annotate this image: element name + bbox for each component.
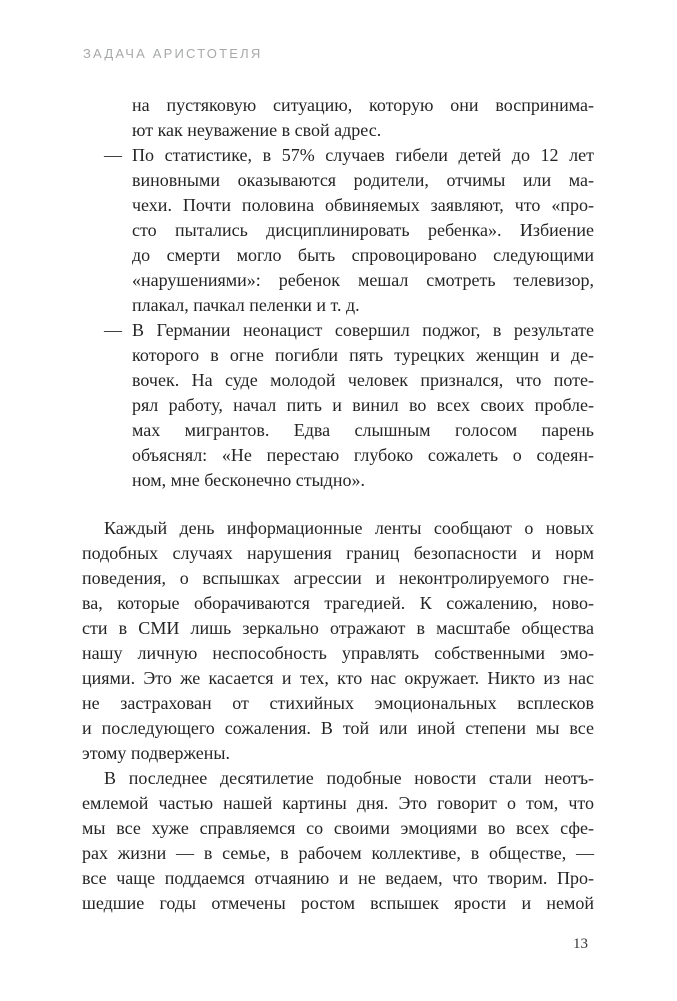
text-line: все чаще поддаемся отчаянию и не ведаем, что творим. Про- (82, 868, 594, 888)
text-line: ва, которые оборачиваются трагедией. К сожалению, ново- (82, 593, 594, 613)
page-body (82, 93, 594, 916)
page-number: 13 (573, 936, 588, 952)
text-line: рял работу, начал пить и винил во всех своих пробле- (132, 395, 594, 415)
list-item (82, 318, 594, 493)
paragraph (82, 766, 594, 916)
text-line: на пустяковую ситуацию, которую они воспринима- (132, 95, 594, 115)
text-line: шедшие годы отмечены ростом вспышек ярости и немой (82, 893, 594, 913)
text-line: ют как неуважение в свой адрес. (132, 120, 382, 140)
text-line: до смерти могло быть спровоцировано следующими (132, 245, 594, 265)
text-line: циями. Это же касается и тех, кто нас окружает. Никто из нас (82, 668, 594, 688)
text-line: которого в огне погибли пять турецких женщин и де- (132, 345, 594, 365)
text-line: емлемой частью нашей картины дня. Это говорит о том, что (82, 793, 594, 813)
text-line: В последнее десятилетие подобные новости стали неотъ- (104, 768, 594, 788)
list-dash-marker: — (104, 145, 122, 165)
text-line: мах мигрантов. Едва слышным голосом парень (132, 420, 594, 440)
running-header: ЗАДАЧА АРИСТОТЕЛЯ (83, 46, 263, 61)
list-item-continuation (82, 93, 594, 143)
text-line: объяснял: «Не перестаю глубоко сожалеть о содеян- (132, 445, 594, 465)
text-line: нашу личную неспособность управлять собственными эмо- (82, 643, 594, 663)
paragraph (82, 516, 594, 766)
text-line: вочек. На суде молодой человек признался, что поте- (132, 370, 594, 390)
text-line: ном, мне бесконечно стыдно». (132, 470, 365, 490)
text-line: подобных случаях нарушения границ безопасности и норм (82, 543, 594, 563)
text-line: плакал, пачкал пеленки и т. д. (132, 295, 360, 315)
text-line: Каждый день информационные ленты сообщают о новых (104, 518, 594, 538)
list-dash-marker: — (104, 320, 122, 340)
list-item (82, 143, 594, 318)
text-line: виновными оказываются родители, отчимы или ма- (132, 170, 594, 190)
text-line: сто пытались дисциплинировать ребенка». Избиение (132, 220, 594, 240)
text-line: «нарушениями»: ребенок мешал смотреть телевизор, (132, 270, 594, 290)
text-line: чехи. Почти половина обвиняемых заявляют, что «про- (132, 195, 594, 215)
text-line: поведения, о вспышках агрессии и неконтролируемого гне- (82, 568, 594, 588)
text-line: не застрахован от стихийных эмоциональных всплесков (82, 693, 594, 713)
text-line: мы все хуже справляемся со своими эмоциями во всех сфе- (82, 818, 594, 838)
text-line: этому подвержены. (82, 743, 230, 763)
text-line: По статистике, в 57% случаев гибели детей до 12 лет (132, 145, 594, 165)
text-line: и последующего сожаления. В той или иной степени мы все (82, 718, 594, 738)
text-line: сти в СМИ лишь зеркально отражают в масштабе общества (82, 618, 594, 638)
text-line: В Германии неонацист совершил поджог, в результате (132, 320, 594, 340)
text-line: рах жизни — в семье, в рабочем коллективе, в обществе, — (82, 843, 594, 863)
